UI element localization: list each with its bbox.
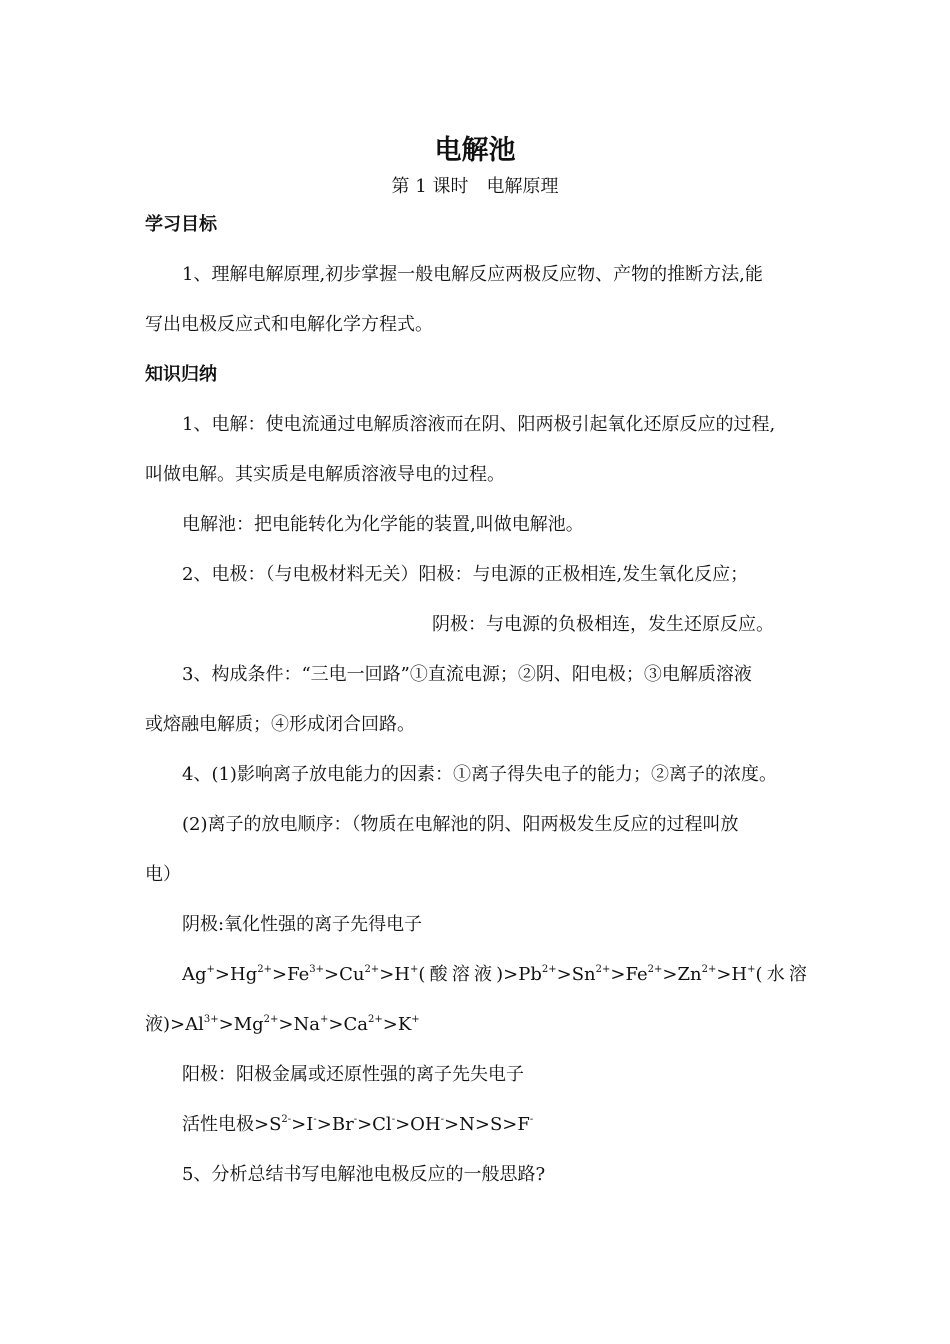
ion-sequence-part: $Ag^+>Hg^{2+}>Fe^{3+}>Cu^{2+}>H^+$( bbox=[182, 964, 426, 985]
cathode-rule: 阴极:氧化性强的离子先得电子 bbox=[182, 914, 423, 935]
paragraph-conditions: 3、构成条件：“三电一回路”①直流电源；②阴、阳电极；③电解质溶液 bbox=[182, 664, 752, 685]
paragraph-summary-question: 5、分析总结书写电解池电极反应的一般思路? bbox=[182, 1164, 546, 1185]
word-char: 溶 bbox=[788, 964, 807, 985]
objectives-heading: 学习目标 bbox=[145, 214, 217, 235]
paragraph-electrolytic-cell: 电解池：把电能转化为化学能的装置,叫做电解池。 bbox=[182, 514, 584, 535]
paragraph-conditions-cont: 或熔融电解质；④形成闭合回路。 bbox=[145, 714, 415, 735]
paragraph-factors: 4、(1)影响离子放电能力的因素：①离子得失电子的能力；②离子的浓度。 bbox=[182, 764, 777, 785]
knowledge-heading: 知识归纳 bbox=[145, 364, 217, 385]
cathode-order-line-cont: 液)$>Al^{3+}>Mg^{2+}>Na^+>Ca^{2+}>K^+$ bbox=[145, 1014, 420, 1035]
ion-sequence-part: )$>Pb^{2+}>Sn^{2+}>Fe^{2+}>Zn^{2+}>H^+$( bbox=[496, 964, 763, 985]
paragraph-discharge-order: (2)离子的放电顺序：（物质在电解池的阴、阳两极发生反应的过程叫放 bbox=[182, 814, 739, 835]
word-char: 溶 bbox=[451, 964, 470, 985]
paragraph-discharge-order-cont: 电） bbox=[145, 864, 181, 885]
paragraph-electrolysis: 1、电解：使电流通过电解质溶液而在阴、阳两极引起氧化还原反应的过程, bbox=[182, 414, 776, 435]
objective-text: 1、理解电解原理,初步掌握一般电解反应两极反应物、产物的推断方法,能 bbox=[182, 264, 763, 285]
cathode-order-line bbox=[182, 961, 807, 989]
paragraph-cathode: 阴极：与电源的负极相连，发生还原反应。 bbox=[432, 614, 774, 635]
word-char: 液 bbox=[473, 964, 492, 985]
document-title: 电解池 bbox=[434, 135, 516, 166]
word-char: 酸 bbox=[429, 964, 448, 985]
word-char: 水 bbox=[766, 964, 785, 985]
anode-rule: 阳极：阳极金属或还原性强的离子先失电子 bbox=[182, 1064, 524, 1085]
objective-text-cont: 写出电极反应式和电解化学方程式。 bbox=[145, 314, 433, 335]
paragraph-electrolysis-cont: 叫做电解。其实质是电解质溶液导电的过程。 bbox=[145, 464, 505, 485]
lesson-subtitle: 第 1 课时 电解原理 bbox=[391, 176, 559, 197]
anode-order-line: 活性电极$>S^{2-}>I^->Br^->Cl^->OH^->N>S>F^-$ bbox=[182, 1114, 534, 1135]
paragraph-electrodes: 2、电极：（与电极材料无关）阳极：与电源的正极相连,发生氧化反应； bbox=[182, 564, 749, 585]
